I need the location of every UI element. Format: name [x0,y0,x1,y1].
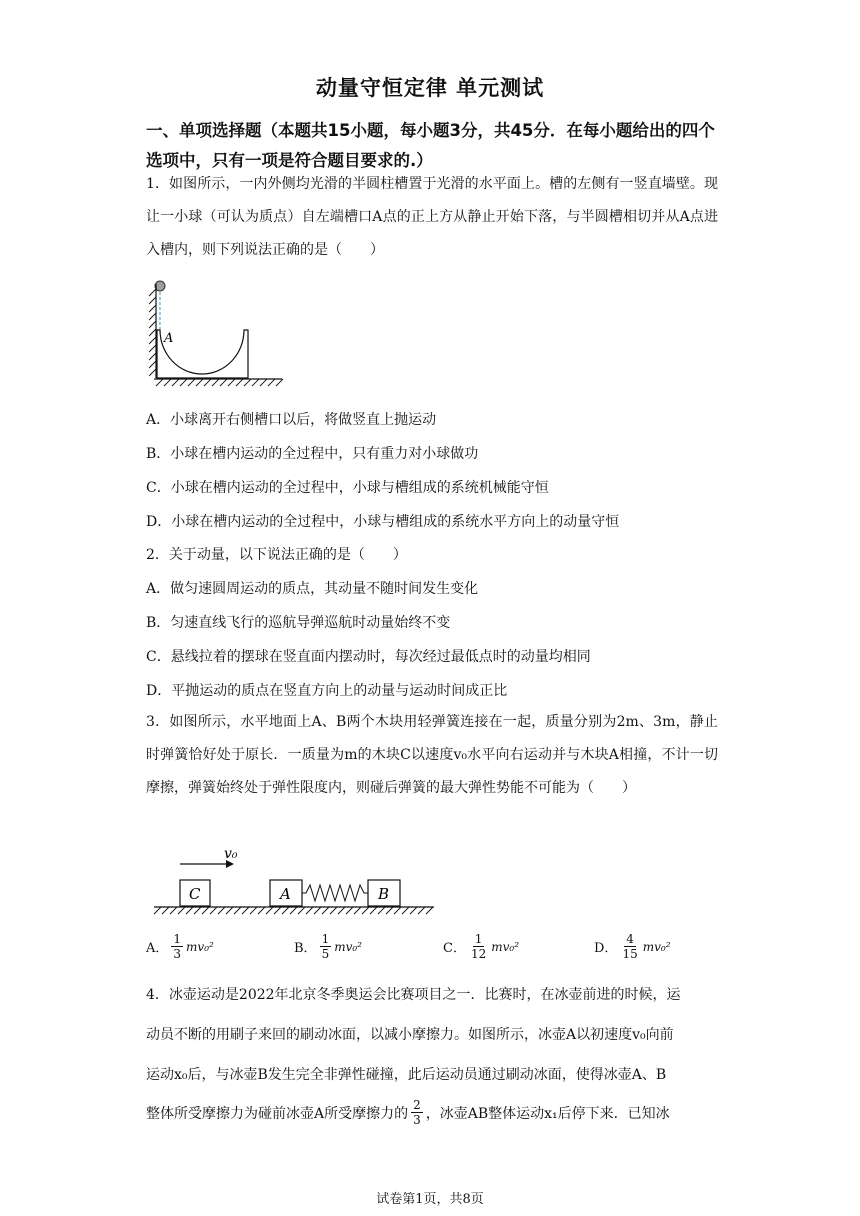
q4-stem-text: 整体所受摩擦力为碰前冰壶A所受摩擦力的 [146,1105,409,1122]
q2-option-d: D．平抛运动的质点在竖直方向上的动量与运动时间成正比 [146,683,508,699]
q1-option-a: A．小球离开右侧槽口以后，将做竖直上抛运动 [146,412,437,428]
option-letter: B． [294,941,317,956]
denominator: 5 [321,947,330,961]
q2-option-c: C．悬线拉着的摆球在竖直面内摆动时，每次经过最低点时的动量均相同 [146,649,591,665]
numerator: 1 [474,932,483,946]
block-a-label: A [280,885,291,903]
ground-hatching [156,379,283,386]
numerator: 1 [321,932,330,946]
wall-hatching [149,289,156,376]
q1-figure-half-cylinder-groove [146,274,286,390]
point-a-label: A [164,331,174,346]
q3-option-a [146,932,214,961]
denominator: 12 [470,947,487,961]
denominator: 3 [413,1113,421,1127]
fraction [320,932,332,961]
option-letter: A． [146,941,169,956]
q3-stem: 3．如图所示，水平地面上A、B两个木块用轻弹簧连接在一起，质量分别为2m、3m，静止时弹簧恰好处于原长．一质量为m的木块C以速度v₀水平向右运动并与木块A相撞，不计一切摩擦，弹簧始终处于弹性限度内，则碰后弹簧的最大弹性势能不可能为（ ） [146,714,718,796]
block-b-label: B [378,885,390,903]
expression: mv₀² [186,939,214,954]
expression: mv₀² [642,939,671,954]
q3-figure-blocks-spring [150,844,440,916]
fraction [620,932,639,961]
q2-stem: 2．关于动量，以下说法正确的是（ ） [146,547,407,563]
spring [302,885,368,901]
numerator: 1 [173,932,182,946]
ground-hatching [154,907,433,914]
q3-option-d [594,932,671,961]
q4-fraction [411,1098,423,1127]
page-footer: 试卷第1页，共8页 [376,1192,484,1207]
fraction [469,932,488,961]
option-letter: D． [594,941,618,956]
section-heading: 一、单项选择题（本题共15小题，每小题3分，共45分．在每小题给出的四个选项中，只有一项是符合题目要求的.） [146,121,715,170]
q1-option-c: C．小球在槽内运动的全过程中，小球与槽组成的系统机械能守恒 [146,480,549,496]
q4-stem-line-4 [146,1098,670,1127]
expression: mv₀² [491,939,520,954]
q3-options [146,932,706,972]
expression: mv₀² [334,939,362,954]
numerator: 2 [413,1098,421,1112]
q2-option-a: A．做匀速圆周运动的质点，其动量不随时间发生变化 [146,581,479,597]
q3-option-c [443,932,519,961]
q4-stem-line-1: 4．冰壶运动是2022年北京冬季奥运会比赛项目之一．比赛时，在冰壶前进的时候，运 [146,987,681,1003]
denominator: 3 [173,947,182,961]
page-title: 动量守恒定律 单元测试 [315,76,545,100]
q4-stem-text-tail: ，冰壶AB整体运动x₁后停下来．已知冰 [425,1105,670,1122]
option-letter: C． [443,941,466,956]
q2-option-b: B．匀速直线飞行的巡航导弹巡航时动量始终不变 [146,615,451,631]
velocity-label: v₀ [224,846,238,862]
q4-stem-line-3: 运动x₀后，与冰壶B发生完全非弹性碰撞，此后运动员通过刷动冰面，使得冰壶A、B [146,1067,667,1083]
q1-option-d: D．小球在槽内运动的全过程中，小球与槽组成的系统水平方向上的动量守恒 [146,514,620,530]
q1-stem: 1．如图所示，一内外侧均光滑的半圆柱槽置于光滑的水平面上。槽的左侧有一竖直墙壁。现让一小球（可认为质点）自左端槽口A点的正上方从静止开始下落，与半圆槽相切并从A点进入槽内，则下列说法正确的是（ ） [146,176,718,258]
q3-option-b [294,932,362,961]
q1-option-b: B．小球在槽内运动的全过程中，只有重力对小球做功 [146,446,479,462]
q4-stem-line-2: 动员不断的用刷子来回的刷动冰面，以减小摩擦力。如图所示，冰壶A以初速度v₀向前 [146,1027,674,1043]
denominator: 15 [622,947,638,961]
numerator: 4 [626,932,634,946]
block-c-label: C [189,885,201,903]
fraction [171,932,183,961]
